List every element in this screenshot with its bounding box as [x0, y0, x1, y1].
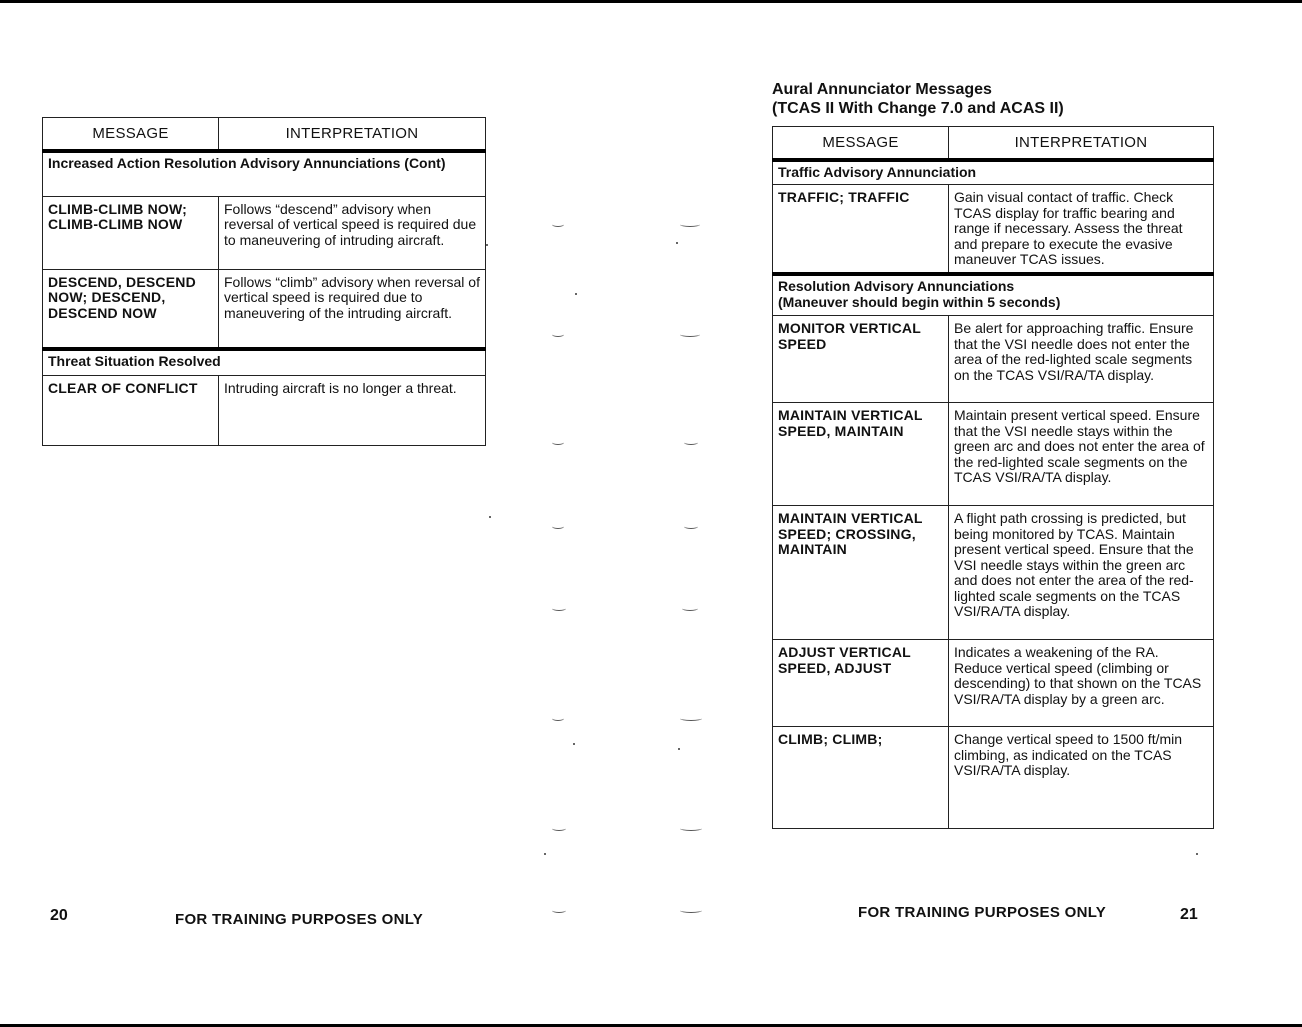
binding-hole-mark: [682, 606, 698, 611]
scan-speck: [489, 516, 491, 518]
message-column-header: MESSAGE: [773, 127, 949, 160]
binding-hole-mark: [552, 826, 566, 831]
message-cell: MAINTAIN VERTICAL SPEED; CROSSING, MAINTAIN: [773, 506, 949, 640]
right-footer: FOR TRAINING PURPOSES ONLY: [858, 904, 1107, 921]
scan-speck: [575, 293, 577, 295]
section-title: [773, 274, 1214, 316]
message-cell: ADJUST VERTICAL SPEED, ADJUST: [773, 640, 949, 727]
message-cell: MAINTAIN VERTICAL SPEED, MAINTAIN: [773, 403, 949, 506]
section-header-row: [43, 349, 486, 376]
heading-line-1: Aural Annunciator Messages: [772, 81, 992, 98]
binding-hole-mark: [684, 524, 698, 529]
message-cell: MONITOR VERTICAL SPEED: [773, 316, 949, 403]
table-header-row: [773, 127, 1214, 160]
table-row: [773, 727, 1214, 829]
section-header-row: [43, 151, 486, 197]
section-subtitle: (Maneuver should begin within 5 seconds): [778, 293, 1061, 310]
interpretation-cell: Intruding aircraft is no longer a threat.: [219, 375, 486, 445]
interpretation-column-header: INTERPRETATION: [949, 127, 1214, 160]
message-cell: CLIMB; CLIMB;: [773, 727, 949, 829]
scan-speck: [544, 853, 546, 855]
binding-hole-mark: [552, 440, 564, 445]
table-row: [43, 375, 486, 445]
scan-speck: [676, 242, 678, 244]
interpretation-cell: A flight path crossing is predicted, but being monitored by TCAS. Maintain present vertical speed. Ensure that the VSI needle stays within the green arc and does not enter the area of the red-lighted scale segments on the TCAS VSI/RA/TA display.: [949, 506, 1214, 640]
table-row: [43, 196, 486, 269]
left-page-number: 20: [50, 907, 68, 924]
binding-hole-mark: [552, 222, 564, 227]
section-title: Traffic Advisory Annunciation: [773, 160, 1214, 185]
message-cell: DESCEND, DESCEND NOW; DESCEND, DESCEND NOW: [43, 269, 219, 349]
binding-hole-mark: [552, 716, 564, 721]
binding-hole-mark: [684, 440, 698, 445]
table-header-row: [43, 118, 486, 151]
section-header-row: [773, 160, 1214, 185]
table-row: [43, 269, 486, 349]
table-row: [773, 316, 1214, 403]
table-row: [773, 403, 1214, 506]
section-title-text: Resolution Advisory Annunciations: [778, 278, 1015, 294]
scan-speck: [486, 244, 488, 246]
table-row: [773, 506, 1214, 640]
interpretation-cell: Follows “descend” advisory when reversal of vertical speed is required due to maneuvering of intruding aircraft.: [219, 196, 486, 269]
interpretation-cell: Change vertical speed to 1500 ft/min climbing, as indicated on the TCAS VSI/RA/TA display.: [949, 727, 1214, 829]
binding-hole-mark: [680, 332, 700, 337]
message-column-header: MESSAGE: [43, 118, 219, 151]
right-annunciation-table: [772, 126, 1214, 829]
binding-hole-mark: [680, 826, 702, 831]
section-title: Threat Situation Resolved: [43, 349, 486, 376]
binding-hole-mark: [680, 716, 702, 721]
heading-line-2: (TCAS II With Change 7.0 and ACAS II): [772, 100, 1064, 117]
table-row: [773, 640, 1214, 727]
binding-hole-mark: [552, 908, 566, 913]
scan-speck: [678, 748, 680, 750]
interpretation-cell: Follows “climb” advisory when reversal of vertical speed is required due to maneuvering of the intruding aircraft.: [219, 269, 486, 349]
interpretation-cell: Maintain present vertical speed. Ensure that the VSI needle stays within the green arc and does not enter the area of the red-lighted scale segments on the TCAS VSI/RA/TA display.: [949, 403, 1214, 506]
table-row: [773, 185, 1214, 275]
scan-speck: [1196, 853, 1198, 855]
interpretation-cell: Gain visual contact of traffic. Check TCAS display for traffic bearing and range if necessary. Assess the threat and prepare to execute the evasive maneuver TCAS issues.: [949, 185, 1214, 275]
interpretation-cell: Indicates a weakening of the RA. Reduce vertical speed (climbing or descending) to that shown on the TCAS VSI/RA/TA display by a green arc.: [949, 640, 1214, 727]
page-heading: [772, 80, 1064, 118]
message-cell: TRAFFIC; TRAFFIC: [773, 185, 949, 275]
interpretation-cell: Be alert for approaching traffic. Ensure that the VSI needle does not enter the area of the red-lighted scale segments on the TCAS VSI/RA/TA display.: [949, 316, 1214, 403]
binding-hole-mark: [552, 524, 564, 529]
binding-hole-mark: [552, 606, 566, 611]
binding-hole-mark: [552, 332, 564, 337]
left-footer: FOR TRAINING PURPOSES ONLY: [175, 911, 424, 928]
top-border: [0, 0, 1302, 3]
binding-hole-mark: [680, 222, 700, 227]
interpretation-column-header: INTERPRETATION: [219, 118, 486, 151]
scan-speck: [573, 743, 575, 745]
message-cell: CLEAR OF CONFLICT: [43, 375, 219, 445]
section-title: Increased Action Resolution Advisory Annunciations (Cont): [43, 151, 486, 197]
binding-hole-mark: [680, 908, 702, 913]
right-page-number: 21: [1180, 906, 1198, 923]
section-header-row: [773, 274, 1214, 316]
message-cell: CLIMB-CLIMB NOW; CLIMB-CLIMB NOW: [43, 196, 219, 269]
left-annunciation-table: [42, 117, 486, 446]
